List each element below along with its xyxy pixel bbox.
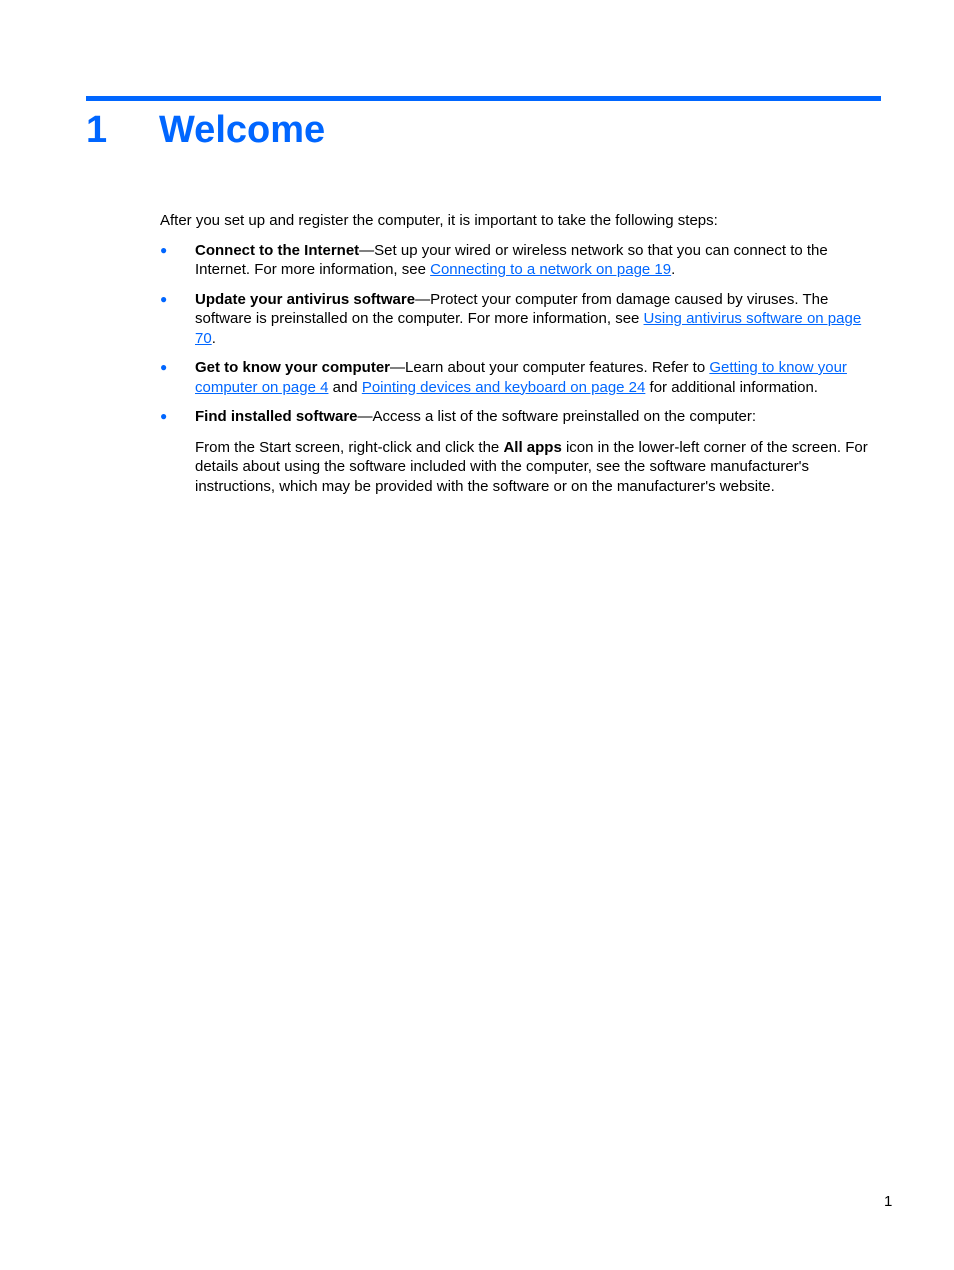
bullet-icon: ● (160, 360, 168, 374)
link-connecting-to-network[interactable]: Connecting to a network on page 19 (430, 261, 672, 278)
step-text-end: for additional information. (645, 378, 818, 396)
step-text: —Set up your wired or wireless network so that you can connect to the Internet. For more information, see (195, 241, 828, 278)
chapter-content (160, 211, 880, 506)
list-item-know-computer (160, 358, 880, 397)
step-text-end: . (211, 329, 216, 347)
list-item-update-antivirus (160, 290, 880, 349)
bullet-icon: ● (160, 242, 168, 257)
list-item-find-software (160, 407, 880, 496)
step-text: —Access a list of the software preinstalled on the computer: (357, 408, 757, 425)
steps-list (160, 241, 880, 497)
list-item-connect-internet (160, 241, 880, 280)
link-pointing-devices[interactable]: Pointing devices and keyboard on page 24 (361, 378, 646, 396)
step-text-middle: and (328, 378, 362, 396)
step-text: —Learn about your computer features. Refer to (390, 359, 710, 376)
step-text: —Protect your computer from damage caused by viruses. The software is preinstalled on the computer. For more information, see (195, 290, 829, 327)
bullet-icon: ● (160, 409, 168, 423)
all-apps-label: All apps (503, 438, 562, 456)
step-title: Update your antivirus software (195, 290, 416, 308)
intro-paragraph: After you set up and register the computer, it is important to take the following steps: (160, 212, 718, 229)
step-title: Connect to the Internet (195, 241, 360, 259)
detail-text-end: icon in the lower-left corner of the screen. For details about using the software included with the computer, see the software manufacturer's instructions, which may be provided with the software or on the manufacturer's website. (195, 438, 868, 495)
link-using-antivirus[interactable]: Using antivirus software on page 70 (195, 310, 862, 347)
find-software-detail (195, 438, 880, 497)
chapter-title: Welcome (159, 109, 326, 151)
bullet-icon: ● (160, 291, 168, 306)
step-text-end: . (671, 261, 676, 278)
chapter-rule (86, 96, 881, 101)
page-number: 1 (884, 1193, 893, 1210)
chapter-number: 1 (86, 109, 108, 151)
detail-text: From the Start screen, right-click and click the (195, 438, 504, 456)
link-getting-to-know[interactable]: Getting to know your computer on page 4 (195, 359, 847, 396)
step-title: Get to know your computer (195, 359, 391, 376)
step-title: Find installed software (195, 408, 358, 425)
